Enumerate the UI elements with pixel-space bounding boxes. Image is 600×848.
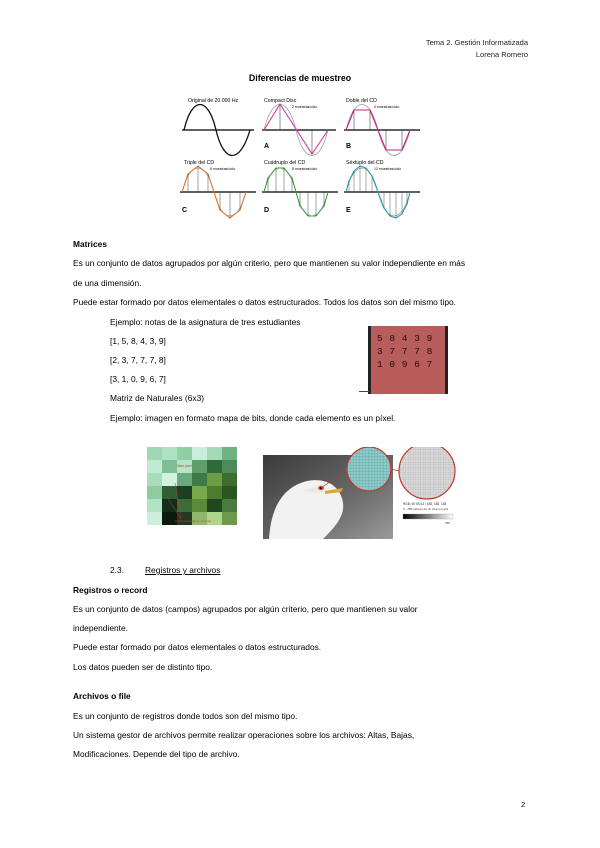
panel-note: 2 muestras/ciclo [292, 105, 318, 109]
pixel-cell-label: Valor pixel [177, 464, 192, 468]
registros-paragraph-2: Puede estar formado por datos elementales o datos estructurados. [73, 642, 322, 652]
header-author: Lorena Romero [475, 50, 528, 59]
registros-paragraph-1: Es un conjunto de datos (campos) agrupados por algún criterio, pero que mantienen su valor [73, 604, 418, 614]
panel-caption: Séxtuplo del CD [346, 160, 384, 166]
gray-range-label: 0 - 255 valores de un píxel en gris [403, 507, 449, 511]
panel-letter: D [264, 207, 270, 214]
archivos-paragraph-1: Es un conjunto de registros donde todos son del mismo tipo. [73, 711, 298, 721]
matrix-type-label: Matriz de Naturales (6x3) [110, 393, 205, 403]
pixel-bottom-label: Cada cuadrado es un píxel [175, 519, 211, 523]
matrices-example-label: Ejemplo: notas de la asignatura de tres estudiantes [110, 317, 301, 327]
registros-heading: Registros o record [73, 585, 148, 595]
page-header [426, 37, 528, 61]
registros-paragraph-1b: independiente. [73, 623, 128, 633]
matrix-image-row: 1 0 9 6 7 [377, 359, 433, 370]
panel-note: 8 muestras/ciclo [292, 167, 318, 171]
panel-note: 6 muestras/ciclo [210, 167, 236, 171]
panel-caption: Original de 20.000 Hz [188, 98, 239, 104]
panel-caption: Cuádruplo del CD [264, 160, 306, 166]
matrix-image-row: 3 7 7 7 8 [377, 346, 433, 357]
page-number: 2 [521, 800, 526, 809]
panel-letter: C [182, 207, 188, 214]
panel-letter: E [346, 207, 351, 214]
matrix-image [368, 326, 448, 394]
panel-letter: A [264, 143, 270, 150]
gray-max-label: 255 [445, 521, 451, 525]
sampling-figure [180, 92, 424, 222]
panel-caption: Compact Disc [264, 98, 297, 104]
section-title: Registros y archivos [145, 565, 221, 575]
matrix-image-row: 5 8 4 3 9 [377, 333, 433, 344]
matrices-heading: Matrices [73, 239, 107, 249]
figure1-title: Diferencias de muestreo [248, 73, 352, 83]
header-topic: Tema 2. Gestión Informatizada [425, 38, 528, 47]
bitmap-pixel-grid [147, 447, 237, 525]
matrix-row: [3, 1, 0, 9, 6, 7] [110, 374, 166, 384]
archivos-heading: Archivos o file [73, 691, 131, 701]
gray-value-label: RGB: 60 65 63 / 188, 188, 188 [403, 502, 447, 506]
panel-caption: Triple del CD [184, 160, 215, 166]
registros-paragraph-3: Los datos pueden ser de distinto tipo. [73, 662, 213, 672]
archivos-paragraph-2b: Modificaciones. Depende del tipo de archivo. [73, 749, 240, 759]
matrix-row: [1, 5, 8, 4, 3, 9] [110, 336, 166, 346]
matrix-row: [2, 3, 7, 7, 7, 8] [110, 355, 166, 365]
matrices-paragraph-1: Es un conjunto de datos agrupados por algún criterio, pero que mantienen su valor independiente en más [73, 258, 466, 268]
matrices-paragraph-2: Puede estar formado por datos elementales o datos estructurados. Todos los datos son del mismo tipo. [73, 297, 456, 307]
panel-caption: Doble del CD [346, 98, 377, 104]
panel-note: 12 muestras/ciclo [374, 167, 402, 171]
section-number: 2.3. [110, 565, 124, 575]
archivos-paragraph-2: Un sistema gestor de archivos permite realizar operaciones sobre los archivos: Altas, Bajas, [73, 730, 415, 740]
matrices-paragraph-1b: de una dimensión. [73, 278, 142, 288]
bitmap-example-label: Ejemplo: imagen en formato mapa de bits, donde cada elemento es un píxel. [110, 413, 396, 423]
bitmap-bird-image [263, 447, 463, 539]
panel-letter: B [346, 143, 352, 150]
panel-note: 4 muestras/ciclo [374, 105, 400, 109]
